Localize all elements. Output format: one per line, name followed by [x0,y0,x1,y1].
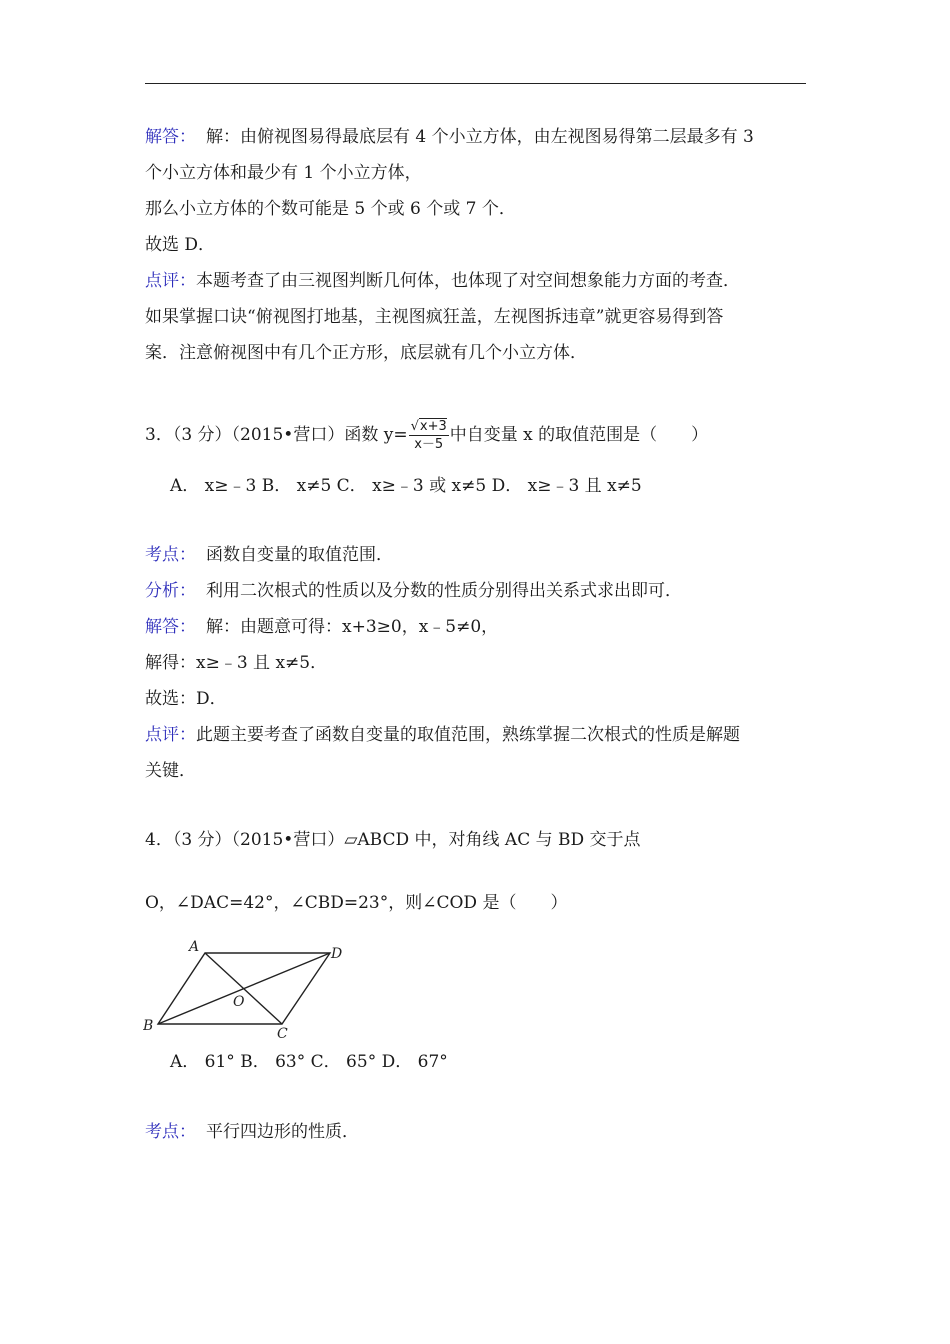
vertex-b-label: B [143,1018,154,1034]
q3-fenxi [145,580,682,602]
prev-answer-line-4: 故选 D． [145,235,216,255]
comment-text: 本题考查了由三视图判断几何体，也体现了对空间想象能力方面的考查． [196,271,740,291]
prev-answer-line-3: 那么小立方体的个数可能是 5 个或 6 个或 7 个． [145,199,516,219]
q3-stem-after: 中自变量 x 的取值范围是（ ） [449,425,709,445]
kaodian-text: 函数自变量的取值范围． [206,545,393,565]
q3-stem-before: 3．（3 分）（2015•营口）函数 y= [145,425,408,445]
vertex-c-label: C [277,1026,288,1042]
q3-fraction [409,418,449,453]
dianping-text: 此题主要考查了函数自变量的取值范围，熟练掌握二次根式的性质是解题 [196,725,740,745]
center-o-label: O [233,994,245,1010]
kaodian-label: 考点： [145,545,196,565]
jieda-label: 解答： [145,617,196,637]
dianping-label: 点评： [145,725,196,745]
prev-comment-line-1 [145,270,740,292]
answer-label: 解答： [145,127,196,147]
q4-kaodian-text: 平行四边形的性质． [206,1122,359,1142]
comment-label: 点评： [145,271,196,291]
jieda-text: 解：由题意可得：x+3≥0，x﹣5≠0， [206,617,499,637]
prev-answer-line-2: 个小立方体和最少有 1 个小立方体， [145,163,422,183]
diagonal-bd [158,953,330,1024]
vertex-d-label: D [331,946,343,962]
sqrt-sign: √ [410,419,419,434]
q3-stem [145,412,708,458]
q3-jieda-2: 解得：x≥﹣3 且 x≠5． [145,653,328,673]
prev-comment-line-2: 如果掌握口诀“俯视图打地基，主视图疯狂盖，左视图拆违章”就更容易得到答 [145,307,724,327]
q3-numerator: x+3 [419,419,447,434]
header-rule [145,83,806,84]
fenxi-label: 分析： [145,581,196,601]
fenxi-text: 利用二次根式的性质以及分数的性质分别得出关系式求出即可． [206,581,682,601]
prev-comment-line-3: 案．注意俯视图中有几个正方形，底层就有几个小立方体． [145,343,587,363]
parallelogram-figure [143,936,353,1042]
q3-dianping-2: 关键． [145,761,196,781]
q3-dianping [145,724,740,746]
q3-jieda-3: 故选：D． [145,689,227,709]
q4-kaodian [145,1121,359,1143]
q3-options: A． x≥﹣3 B． x≠5 C． x≥﹣3 或 x≠5 D． x≥﹣3 且 x≠5 [170,476,642,496]
vertex-a-label: A [189,939,200,955]
q3-denominator: x－5 [414,437,444,452]
prev-answer-line-1 [145,126,754,148]
q3-jieda [145,616,498,638]
q4-stem-2: O，∠DAC=42°，∠CBD=23°，则∠COD 是（ ） [145,893,568,913]
answer-text: 解：由俯视图易得最底层有 4 个小立方体，由左视图易得第二层最多有 3 [206,127,754,147]
q4-stem-1: 4．（3 分）（2015•营口）▱ABCD 中，对角线 AC 与 BD 交于点 [145,830,641,850]
q4-kaodian-label: 考点： [145,1122,196,1142]
q4-options: A． 61° B． 63° C． 65° D． 67° [170,1052,448,1072]
q3-kaodian [145,544,393,566]
